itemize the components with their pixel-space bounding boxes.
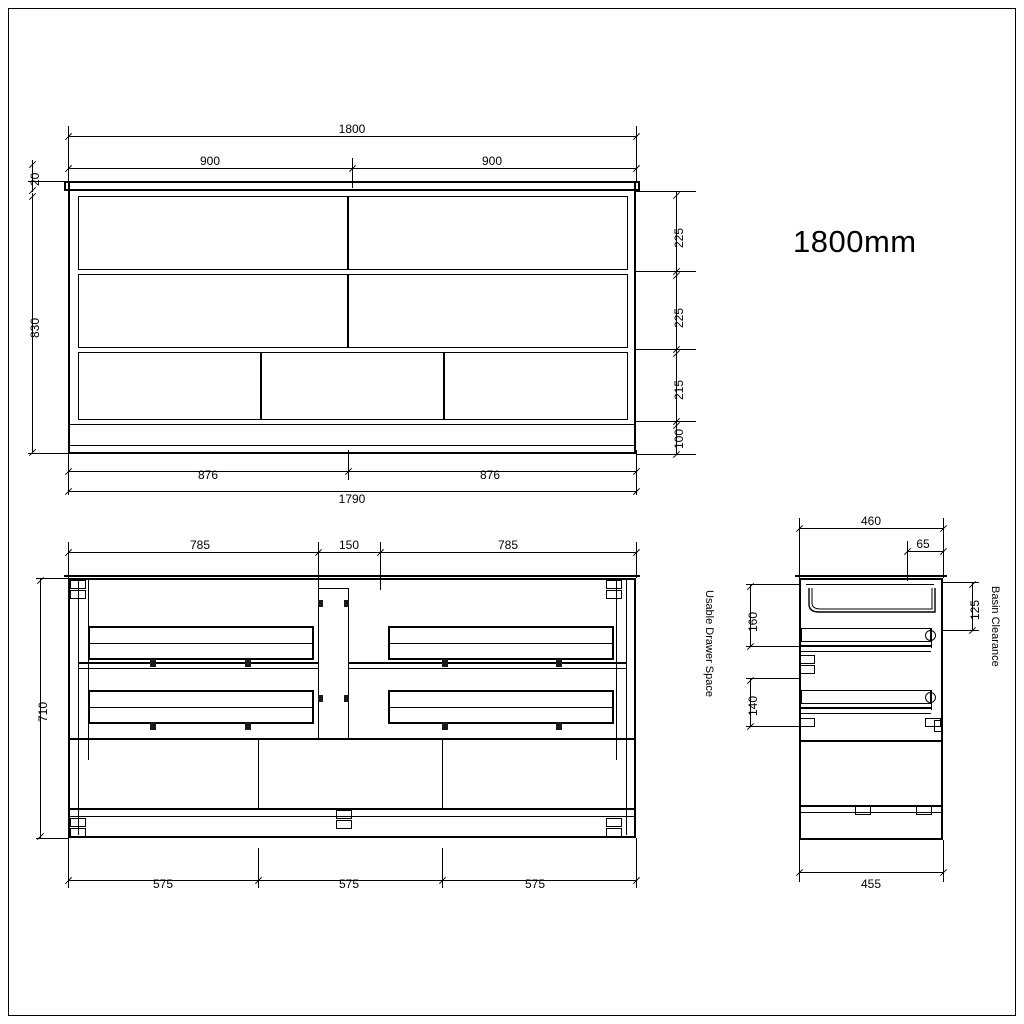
section-view-benchtop-line: [64, 575, 640, 577]
side-drawer-front-edge-mid: [931, 690, 932, 710]
section-drawer-rail: [88, 643, 314, 644]
front-door-bottom-right: [444, 352, 628, 420]
page-title: 1800mm: [793, 224, 917, 259]
ext-line: [799, 840, 800, 882]
dim-label-1790: 1790: [338, 492, 366, 506]
side-runner-mid-2: [799, 713, 931, 714]
dim-label-900-right: 900: [481, 154, 503, 168]
section-runner-top-left: [78, 662, 318, 664]
side-runner-mid: [799, 707, 931, 709]
ext-line: [636, 349, 696, 350]
front-drawer-top-left: [78, 196, 348, 270]
side-runner-top: [799, 645, 931, 647]
ext-line: [318, 542, 319, 590]
side-bracket-1: [799, 655, 815, 664]
ext-line: [258, 848, 259, 888]
section-shelf-line: [68, 738, 636, 740]
section-fastener: [556, 722, 562, 730]
side-runner-top-2: [799, 651, 931, 652]
ext-line: [943, 582, 979, 583]
front-drawer-mid-left: [78, 274, 348, 348]
ext-line: [28, 453, 68, 454]
section-base-line-2: [68, 816, 636, 817]
section-bracket-center-bottom-2: [336, 820, 352, 829]
ext-line: [746, 678, 801, 679]
section-fastener: [344, 600, 349, 607]
ext-line: [636, 454, 696, 455]
ext-line: [352, 158, 353, 188]
side-drawer-mid: [801, 690, 931, 704]
dim-label-160: 160: [746, 611, 760, 632]
section-bracket-bl2: [70, 828, 86, 837]
side-bracket-5: [855, 806, 871, 815]
front-door-bottom-left: [78, 352, 261, 420]
section-bracket-tr2: [606, 590, 622, 599]
dim-label-100: 100: [672, 428, 686, 449]
ext-line: [442, 848, 443, 888]
front-door-bottom-center: [261, 352, 444, 420]
dim-line-1800: [68, 136, 636, 137]
ext-line: [636, 421, 696, 422]
side-drawer-front-edge-top: [931, 628, 932, 648]
dim-label-215: 215: [672, 379, 686, 400]
ext-line: [36, 838, 68, 839]
ext-line: [907, 541, 908, 581]
dim-line-65: [907, 551, 943, 552]
dim-line-455: [799, 872, 943, 873]
dim-label-65: 65: [916, 537, 930, 551]
label-usable-drawer-space: Usable Drawer Space: [703, 590, 715, 697]
section-inner-rail-left-2: [88, 580, 89, 760]
side-view-benchtop: [795, 575, 947, 577]
section-bracket-tl: [70, 580, 86, 589]
dim-label-830: 830: [28, 317, 42, 338]
dim-label-150: 150: [338, 538, 360, 552]
section-partition-1: [258, 740, 259, 810]
dim-label-710: 710: [36, 701, 50, 722]
dim-label-575-b: 575: [338, 877, 360, 891]
dim-label-785-left: 785: [189, 538, 211, 552]
dim-label-225-b: 225: [672, 307, 686, 328]
section-drawer-rail: [388, 643, 614, 644]
dim-line-section-top: [68, 552, 636, 553]
section-fastener: [556, 659, 562, 667]
drawing-border: [8, 8, 1016, 1016]
section-fastener: [318, 600, 323, 607]
dim-label-575-a: 575: [152, 877, 174, 891]
section-center-divider-left: [318, 588, 319, 738]
section-fastener: [245, 722, 251, 730]
section-runner-top-right: [348, 662, 626, 664]
section-runner-top-left-2: [78, 668, 318, 669]
side-basin-profile: [799, 578, 947, 628]
section-partition-2: [442, 740, 443, 810]
section-bracket-br2: [606, 828, 622, 837]
dim-label-876-right: 876: [479, 468, 501, 482]
side-shelf: [799, 740, 943, 742]
side-bracket-2: [799, 665, 815, 674]
side-inner-rail: [799, 728, 800, 828]
section-bracket-tr: [606, 580, 622, 589]
dim-line-460: [799, 528, 943, 529]
section-bracket-bl: [70, 818, 86, 827]
ext-line: [36, 578, 68, 579]
dim-line-876-pair: [68, 471, 636, 472]
front-drawer-mid-right: [348, 274, 628, 348]
section-drawer-rail: [88, 707, 314, 708]
section-drawer-rail: [388, 707, 614, 708]
dim-label-900-left: 900: [199, 154, 221, 168]
ext-line: [746, 726, 801, 727]
section-inner-rail-right-2: [616, 580, 617, 760]
section-base-line: [68, 808, 636, 810]
front-view-plinth: [68, 424, 636, 446]
ext-line: [746, 584, 801, 585]
ext-line: [636, 191, 696, 192]
dim-label-785-right: 785: [497, 538, 519, 552]
section-fastener: [442, 659, 448, 667]
dim-label-876-left: 876: [197, 468, 219, 482]
section-bracket-br: [606, 818, 622, 827]
section-bracket-center-bottom: [336, 810, 352, 819]
side-drawer-top: [801, 628, 931, 642]
section-inner-rail-left: [78, 580, 79, 835]
dim-label-460: 460: [860, 514, 882, 528]
section-fastener: [245, 659, 251, 667]
section-fastener: [150, 722, 156, 730]
section-fastener: [344, 695, 349, 702]
section-runner-top-right-2: [348, 668, 626, 669]
ext-line: [636, 542, 637, 578]
ext-line: [943, 840, 944, 882]
ext-line: [380, 542, 381, 590]
ext-line: [348, 450, 349, 480]
ext-line: [68, 542, 69, 578]
side-bracket-3: [799, 718, 815, 727]
section-center-divider-top: [318, 588, 349, 589]
section-fastener: [150, 659, 156, 667]
ext-line: [943, 630, 979, 631]
front-drawer-top-right: [348, 196, 628, 270]
ext-line: [746, 646, 801, 647]
dim-label-20: 20: [28, 172, 42, 186]
label-basin-clearance: Basin Clearance: [989, 586, 1001, 667]
dim-label-140: 140: [746, 695, 760, 716]
dim-label-455: 455: [860, 877, 882, 891]
section-fastener: [442, 722, 448, 730]
side-bracket-6: [916, 806, 932, 815]
section-fastener: [318, 695, 323, 702]
section-inner-rail-right: [626, 580, 627, 835]
dim-label-225-a: 225: [672, 227, 686, 248]
ext-line: [636, 271, 696, 272]
side-bracket-7: [934, 720, 942, 732]
dim-label-125: 125: [968, 599, 982, 620]
dim-label-1800: 1800: [338, 122, 366, 136]
section-bracket-tl2: [70, 590, 86, 599]
dim-label-575-c: 575: [524, 877, 546, 891]
